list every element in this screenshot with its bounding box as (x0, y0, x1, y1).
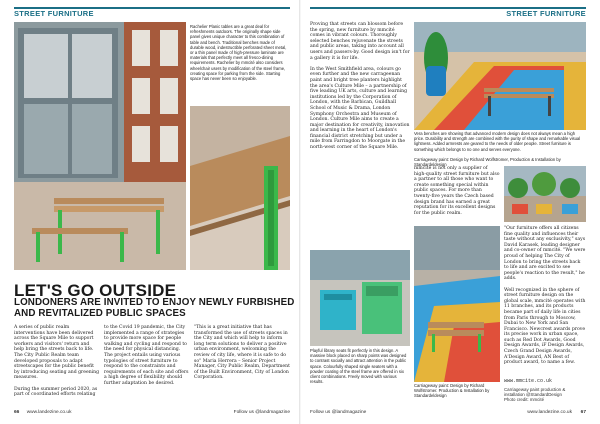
left-section-label: STREET FURNITURE (14, 9, 94, 18)
left-footer-follow[interactable]: Follow us @landmagazine (233, 410, 290, 415)
mmcite-url[interactable]: www.mmcite.co.uk (504, 378, 553, 384)
carriageway-credit-line-2: installation @StandardDesign (504, 392, 562, 397)
left-footer (14, 410, 290, 415)
painted-street-photo (414, 226, 500, 382)
right-page-number: 67 (580, 410, 586, 415)
vera-bench-photo (414, 22, 586, 130)
right-body-column-1-top: Proving that streets can blossom before the spring, new furniture by mmcité comes in vibrant colours. Thoroughly selected benches rejuvenate the streets and public areas, taking into account all users and passers-by. Good design isn't for a gallery it is for life. In the West Smithfield area, colours go even further and the new carrageenan paint and bright tree planters highlight the area's Culture Mile – a partnership of five leading UK arts, culture and learning institutions led by the Corporation of London, with the Barbican, Guildhall School of Music & Drama, London Symphony Orchestra and Museum of London. Culture Mile aims to create a major destination for creativity, innovation and learning in the heart of London's financial district stretching but under a mile from Farringdon to Moorgate in the north-west corner of the Square Mile. (310, 22, 410, 151)
vera-bench-credit: Carriageway paint: Design by Richard Wolfstromer, Production & Installation by Standardeldesign (414, 157, 561, 168)
right-section-label: STREET FURNITURE (506, 9, 586, 18)
left-footer-url[interactable]: www.landezine.co.uk (26, 410, 72, 415)
vera-bench-caption: Vera benches are showing that advanced modern design does not always mean a high price. Durability and strength are combined with the purity of shape and remarkable visual lightness. Added armrests are geared to the needs of older people. Street furniture is something which belongs to no one and serves everyone. (414, 131, 581, 152)
article-title: LET'S GO OUTSIDE (14, 281, 177, 300)
left-body-column-3: "This is a great initiative that has transformed the use of streets spaces in the City and which will help to inform long term solutions to deliver a positive urban environment, welcoming the review of city life, where it is safe to do so" Maria Herrera – Senior Project Manager, City Public Realm, Department of the Built Environment, City of London Corporation. (194, 325, 292, 381)
page-gutter (299, 0, 301, 424)
left-body-column-1: A series of public realm interventions have been delivered across the Square Mile to support workers and visitors' return and help bring the streets back to life. The City Public Realm team developed proposals to adapt streetscapes for the public benefit by introducing seating and greening measures. During the summer period 2020, as part of coordinated efforts relating (14, 325, 100, 398)
library-seats-photo (310, 250, 410, 346)
bench-closeup-photo (190, 106, 290, 270)
bench-building-photo (14, 22, 186, 270)
carriageway-credit-line-1: Carriageway paint production & (504, 387, 566, 392)
street-trees-photo (504, 166, 586, 222)
right-footer (310, 410, 586, 415)
right-body-column-2: mmcité is not only a supplier of high-quality street furniture but also a partner to all those who want to create something special within public spaces. For more than twenty-five years the Czech based design brand has earned a great reputation for its excellent designs for the public realm. (414, 166, 501, 216)
left-page-number: 66 (14, 410, 20, 415)
left-body-column-2: to the Covid 19 pandemic, the City implemented a range of strategies to provide more space for people walking and cycling and respond to the need for physical distancing. The project entails using various typologies of street furniture to respond to the constraints and requirements of each site and offers a high degree of flexibility should further adaptation be desired. (104, 325, 190, 386)
right-footer-url[interactable]: www.landezine.co.uk (527, 410, 572, 415)
library-seats-caption: Playful library seats fit perfectly in this design. A massive block placed on sharp points was designed to contrast socially and attract attention in the public space. Colourfully shaped single seaters with a powder coating of the steel frame are offered in six client combinations. Freely moved with various results. (310, 348, 407, 385)
painted-street-caption: Carriageway paint: Design by Richard Wolfstromer. Production & Installation by Standardeldesign (414, 383, 490, 399)
article-subtitle: LONDONERS ARE INVITED TO ENJOY NEWLY FURBISHED AND REVITALIZED PUBLIC SPACES (14, 297, 295, 320)
right-footer-follow[interactable]: Follow us @landmagazine (310, 410, 367, 415)
photo-credit: Photo credit: mmcité (504, 397, 545, 402)
table-bench-caption: Rachelier Planic tables are a great deal for refreshments outdoors. The originally shape side panel gives unique character to this combination of table and bench. Traditional benches made of durable wood, indestructible perforated sheet metal, or a thin panel made of high-pressure laminate are materials that perfectly meet all fresco-dining requirements. Rachelier by mmcité also considers wheelchair users by modification of the steel frame, creating space for parking from the side. Starting space has never been so enjoyable. (190, 24, 287, 82)
right-body-column-3: "Our furniture offers all citizens fine quality and influences their taste without any exclusivity," says David Karasek, leading designer and co-owner of mmcité. "We were proud of helping The City of London to bring the streets back to life and are excited to see people's reaction to the result," he adds. Well recognized in the sphere of street furniture design on the global scale, mmcité operates with 11 branches, and its products became part of daily life in cities from Paris through to Moscow, Dubai to New York and San Francisco. Newcrest awards prove its precise work in urban space, such as Red Dot Awards, Good Design Awards, iF Design Awards, Czech Grand Design Awards, A'Design Award, AN Best of product award, to name a few. (504, 226, 586, 366)
